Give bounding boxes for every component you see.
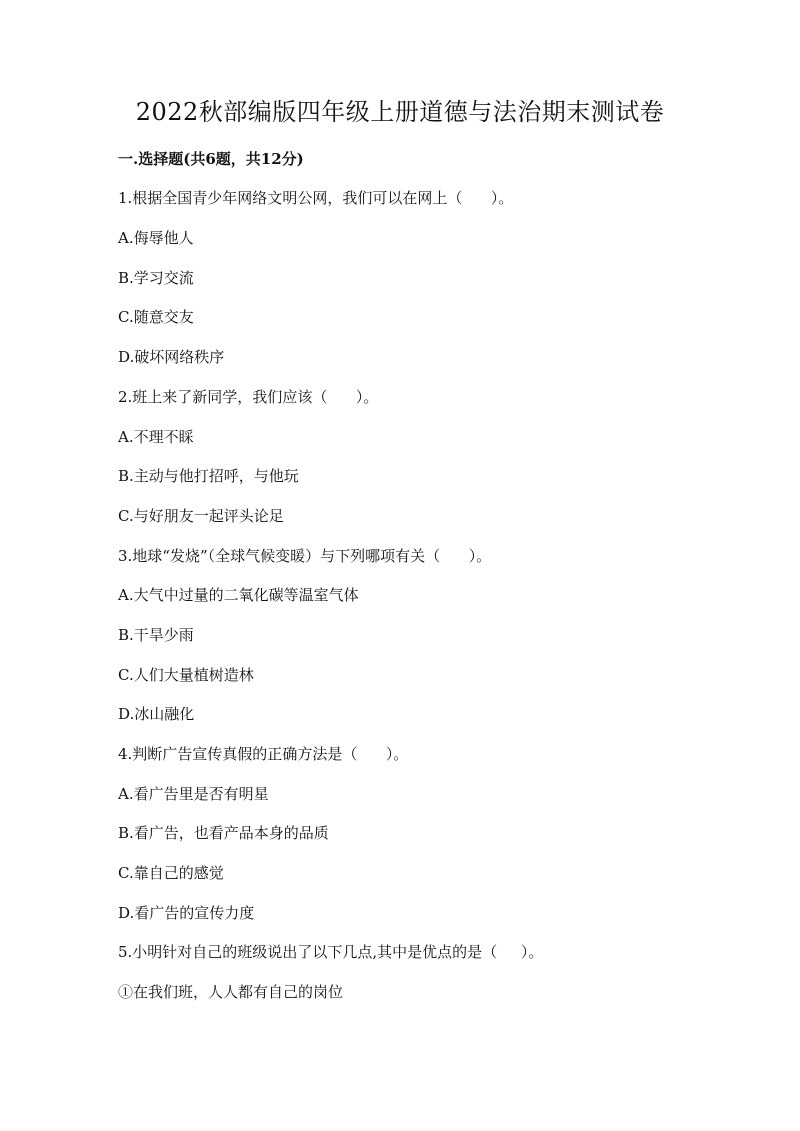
option-4a: A.看广告里是否有明星 [118,785,269,803]
question-1: 1.根据全国青少年网络文明公网，我们可以在网上（ ）。 [118,189,514,207]
option-2b: B.主动与他打招呼，与他玩 [118,467,299,485]
option-3c: C.人们大量植树造林 [118,666,254,684]
option-4c: C.靠自己的感觉 [118,864,224,882]
option-3b: B.干旱少雨 [118,626,194,644]
option-3d: D.冰山融化 [118,705,195,723]
section-heading: 一.选择题(共6题，共12分) [118,150,304,168]
option-1d: D.破坏网络秩序 [118,348,225,366]
option-4d: D.看广告的宣传力度 [118,904,255,922]
question-2: 2.班上来了新同学，我们应该（ ）。 [118,388,379,406]
question-5: 5.小明针对自己的班级说出了以下几点,其中是优点的是（ ）。 [118,943,544,961]
question-4: 4.判断广告宣传真假的正确方法是（ ）。 [118,745,409,763]
option-2c: C.与好朋友一起评头论足 [118,507,284,525]
option-3a: A.大气中过量的二氧化碳等温室气体 [118,586,359,604]
question-3: 3.地球“发烧”（全球气候变暖）与下列哪项有关（ ）。 [118,547,492,565]
statement-5-1: ①在我们班，人人都有自己的岗位 [118,983,344,1001]
option-1a: A.侮辱他人 [118,229,194,247]
option-1b: B.学习交流 [118,269,194,287]
option-1c: C.随意交友 [118,308,194,326]
page-title: 2022秋部编版四年级上册道德与法治期末测试卷 [135,98,665,126]
option-2a: A.不理不睬 [118,428,194,446]
option-4b: B.看广告，也看产品本身的品质 [118,824,329,842]
